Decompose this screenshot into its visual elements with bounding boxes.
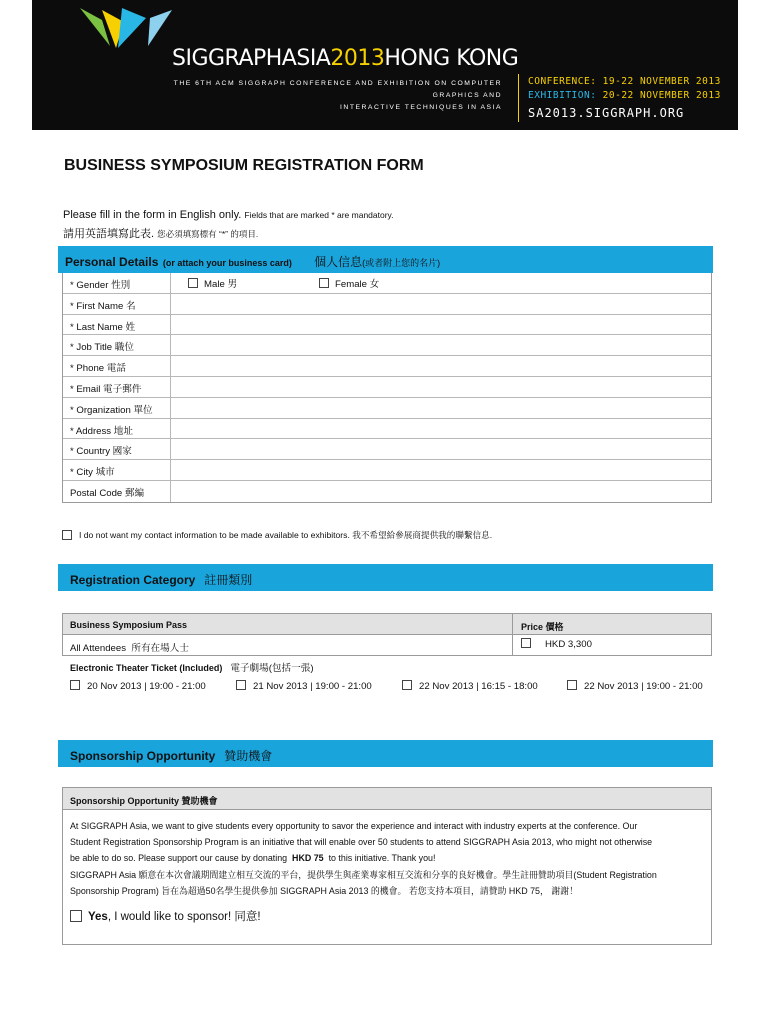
price-checkbox[interactable] bbox=[521, 638, 531, 648]
address-field[interactable] bbox=[171, 419, 711, 439]
postal-code-label: Postal Code 郵編 bbox=[63, 481, 171, 502]
city-field[interactable] bbox=[171, 460, 711, 480]
female-checkbox[interactable] bbox=[319, 278, 329, 288]
table-row bbox=[63, 315, 711, 336]
postal-code-field[interactable] bbox=[171, 481, 711, 502]
siggraph-asia-logo-icon bbox=[76, 6, 176, 50]
banner-divider bbox=[518, 74, 519, 122]
address-label: * Address 地址 bbox=[63, 419, 171, 439]
country-label: * Country 國家 bbox=[63, 439, 171, 459]
gender-label: * Gender 性別 bbox=[63, 273, 171, 293]
organization-label: * Organization 單位 bbox=[63, 398, 171, 418]
conference-dates: CONFERENCE: 19-22 NOVEMBER 2013 bbox=[528, 76, 721, 87]
contact-consent-checkbox[interactable] bbox=[62, 530, 72, 540]
table-row bbox=[63, 419, 711, 440]
gender-female-option[interactable]: Female 女 bbox=[319, 276, 379, 290]
table-row bbox=[63, 481, 711, 502]
table-row bbox=[63, 356, 711, 377]
country-field[interactable] bbox=[171, 439, 711, 459]
theater-slot-option[interactable]: 21 Nov 2013 | 19:00 - 21:00 bbox=[236, 681, 372, 692]
last-name-field[interactable] bbox=[171, 315, 711, 335]
form-title: BUSINESS SYMPOSIUM REGISTRATION FORM bbox=[64, 157, 424, 174]
theater-slot-option[interactable]: 22 Nov 2013 | 19:00 - 21:00 bbox=[567, 681, 703, 692]
personal-details-table bbox=[62, 273, 712, 503]
table-row bbox=[63, 294, 711, 315]
table-row bbox=[63, 439, 711, 460]
table-row bbox=[63, 460, 711, 481]
attendees-label: All Attendees 所有在場人士 bbox=[70, 643, 189, 654]
table-row bbox=[63, 335, 711, 356]
phone-field[interactable] bbox=[171, 356, 711, 376]
email-label: * Email 電子郵件 bbox=[63, 377, 171, 397]
electronic-theater-label: Electronic Theater Ticket (Included) 電子劇場(包括一張) bbox=[70, 663, 314, 674]
city-label: * City 城市 bbox=[63, 460, 171, 480]
event-banner bbox=[32, 0, 738, 130]
instruction-en: Please fill in the form in English only. Fields that are marked * are mandatory. bbox=[63, 209, 394, 221]
table-row bbox=[63, 273, 711, 294]
table-row bbox=[62, 635, 712, 656]
gender-male-option[interactable]: Male 男 bbox=[188, 276, 237, 290]
sponsorship-header: Sponsorship Opportunity 贊助機會 bbox=[58, 740, 713, 767]
price-column-header: Price 價格 bbox=[521, 622, 564, 632]
brand-subtitle: THE 6TH ACM SIGGRAPH CONFERENCE AND EXHIBITION ON COMPUTER GRAPHICS AND INTERACTIVE TECHNIQUES IN ASIA bbox=[173, 80, 502, 111]
contact-consent-option[interactable] bbox=[62, 529, 492, 541]
exhibition-dates: EXHIBITION: 20-22 NOVEMBER 2013 bbox=[528, 90, 721, 101]
theater-slot-option[interactable]: 20 Nov 2013 | 19:00 - 21:00 bbox=[70, 681, 206, 692]
theater-slot-checkbox[interactable] bbox=[402, 680, 412, 690]
table-row bbox=[63, 377, 711, 398]
phone-label: * Phone 電話 bbox=[63, 356, 171, 376]
sponsor-yes-checkbox[interactable] bbox=[70, 910, 82, 922]
job-title-field[interactable] bbox=[171, 335, 711, 355]
instruction-zh: 請用英語填寫此表. 您必須填寫標有 “*” 的項目. bbox=[63, 228, 259, 240]
male-checkbox[interactable] bbox=[188, 278, 198, 288]
sponsorship-box-title: Sponsorship Opportunity 贊助機會 bbox=[63, 788, 711, 810]
theater-slot-checkbox[interactable] bbox=[236, 680, 246, 690]
price-option[interactable] bbox=[521, 639, 592, 650]
price-value: HKD 3,300 bbox=[545, 639, 592, 650]
email-field[interactable] bbox=[171, 377, 711, 397]
theater-slot-checkbox[interactable] bbox=[70, 680, 80, 690]
brand-title: SIGGRAPHASIA2013HONG KONG bbox=[172, 46, 519, 71]
table-header-row bbox=[62, 613, 712, 635]
registration-category-header: Registration Category 註冊類別 bbox=[58, 564, 713, 591]
sponsorship-description: At SIGGRAPH Asia, we want to give students every opportunity to savor the experience and interact with industry experts at the conference. Our Student Registration Sponsorship Program is an initiative that will enable over 50 students to attend SIGGRAPH Asia 2013, who might not otherwise be able to do so. Please support our cause by donating HKD 75 to this initiative. Thank you! SIGGRAPH Asia 願意在本次會議期間建立相互交流的平台，提供學生與產業專家相互交流和分享的良好機會。學生註冊贊助項目(Student Registration Sponsorship Program) 旨在為超過50名學生提供參加 SIGGRAPH Asia 2013 的機會。 若您支持本項目，請贊助 HKD 75， 謝謝！ bbox=[70, 821, 657, 896]
theater-slot-checkbox[interactable] bbox=[567, 680, 577, 690]
organization-field[interactable] bbox=[171, 398, 711, 418]
job-title-label: * Job Title 職位 bbox=[63, 335, 171, 355]
table-row bbox=[63, 398, 711, 419]
personal-details-header: Personal Details (or attach your business card) 個人信息(或者附上您的名片) bbox=[58, 246, 713, 273]
contact-consent-label: I do not want my contact information to be made available to exhibitors. 我不希望給參展商提供我的聯繫信息. bbox=[79, 530, 493, 540]
sponsorship-box bbox=[62, 787, 712, 945]
website-url: SA2013.SIGGRAPH.ORG bbox=[528, 106, 685, 120]
last-name-label: * Last Name 姓 bbox=[63, 315, 171, 335]
registration-table bbox=[62, 613, 712, 656]
first-name-label: * First Name 名 bbox=[63, 294, 171, 314]
first-name-field[interactable] bbox=[171, 294, 711, 314]
sponsor-yes-option[interactable]: Yes, I would like to sponsor! 同意! bbox=[70, 908, 261, 924]
pass-column-header: Business Symposium Pass bbox=[70, 620, 188, 630]
theater-slot-option[interactable]: 22 Nov 2013 | 16:15 - 18:00 bbox=[402, 681, 538, 692]
